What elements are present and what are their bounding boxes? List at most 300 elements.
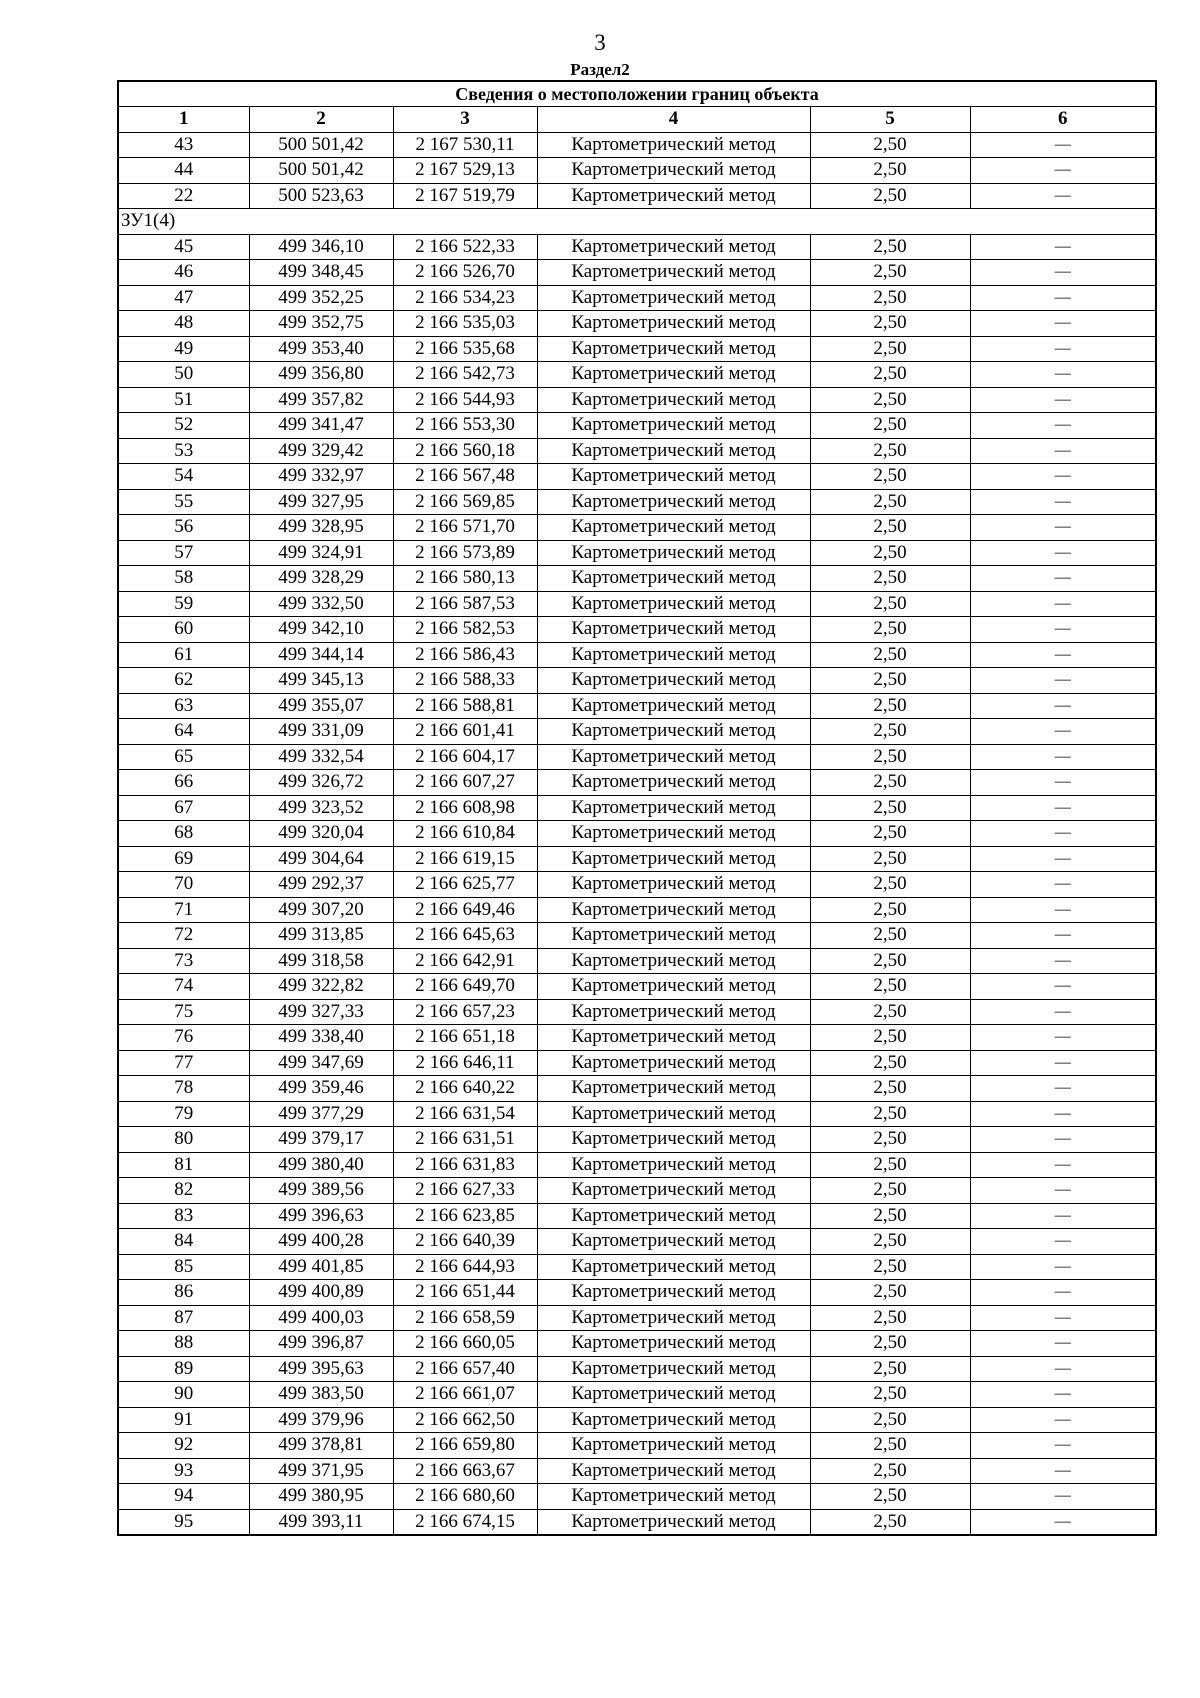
table-row [118, 438, 1156, 464]
point-number-cell: 55 [118, 489, 249, 515]
y-coordinate-cell: 2 166 640,22 [393, 1076, 537, 1102]
y-coordinate-cell: 2 166 674,15 [393, 1509, 537, 1535]
table-row [118, 770, 1156, 796]
table-row [118, 668, 1156, 694]
x-coordinate-cell: 499 353,40 [249, 336, 393, 362]
point-number-cell: 95 [118, 1509, 249, 1535]
y-coordinate-cell: 2 166 631,83 [393, 1152, 537, 1178]
method-cell: Картометрический метод [537, 923, 810, 949]
table-row [118, 744, 1156, 770]
x-coordinate-cell: 499 378,81 [249, 1433, 393, 1459]
method-cell: Картометрический метод [537, 311, 810, 337]
note-cell: — [970, 464, 1156, 490]
note-cell: — [970, 872, 1156, 898]
x-coordinate-cell: 499 400,28 [249, 1229, 393, 1255]
y-coordinate-cell: 2 166 567,48 [393, 464, 537, 490]
note-cell: — [970, 515, 1156, 541]
note-cell: — [970, 540, 1156, 566]
group-label: ЗУ1(4) [118, 209, 1156, 235]
point-number-cell: 90 [118, 1382, 249, 1408]
y-coordinate-cell: 2 166 601,41 [393, 719, 537, 745]
table-row [118, 1509, 1156, 1535]
table-row [118, 540, 1156, 566]
note-cell: — [970, 489, 1156, 515]
table-caption: Сведения о местоположении границ объекта [118, 81, 1156, 107]
method-cell: Картометрический метод [537, 515, 810, 541]
note-cell: — [970, 413, 1156, 439]
table-row [118, 846, 1156, 872]
method-cell: Картометрический метод [537, 1127, 810, 1153]
y-coordinate-cell: 2 166 644,93 [393, 1254, 537, 1280]
point-number-cell: 47 [118, 285, 249, 311]
note-cell: — [970, 897, 1156, 923]
point-number-cell: 85 [118, 1254, 249, 1280]
method-cell: Картометрический метод [537, 795, 810, 821]
method-cell: Картометрический метод [537, 362, 810, 388]
method-cell: Картометрический метод [537, 566, 810, 592]
x-coordinate-cell: 499 352,75 [249, 311, 393, 337]
method-cell: Картометрический метод [537, 1203, 810, 1229]
y-coordinate-cell: 2 166 625,77 [393, 872, 537, 898]
x-coordinate-cell: 499 396,87 [249, 1331, 393, 1357]
method-cell: Картометрический метод [537, 974, 810, 1000]
point-number-cell: 76 [118, 1025, 249, 1051]
accuracy-cell: 2,50 [810, 566, 970, 592]
point-number-cell: 60 [118, 617, 249, 643]
table-row [118, 387, 1156, 413]
column-number: 6 [970, 107, 1156, 133]
method-cell: Картометрический метод [537, 260, 810, 286]
accuracy-cell: 2,50 [810, 1407, 970, 1433]
note-cell: — [970, 387, 1156, 413]
note-cell: — [970, 795, 1156, 821]
accuracy-cell: 2,50 [810, 1127, 970, 1153]
point-number-cell: 75 [118, 999, 249, 1025]
method-cell: Картометрический метод [537, 948, 810, 974]
table-row [118, 489, 1156, 515]
accuracy-cell: 2,50 [810, 591, 970, 617]
method-cell: Картометрический метод [537, 591, 810, 617]
point-number-cell: 49 [118, 336, 249, 362]
table-row [118, 642, 1156, 668]
y-coordinate-cell: 2 166 631,54 [393, 1101, 537, 1127]
method-cell: Картометрический метод [537, 846, 810, 872]
x-coordinate-cell: 499 328,95 [249, 515, 393, 541]
point-number-cell: 86 [118, 1280, 249, 1306]
x-coordinate-cell: 499 318,58 [249, 948, 393, 974]
x-coordinate-cell: 499 359,46 [249, 1076, 393, 1102]
accuracy-cell: 2,50 [810, 1484, 970, 1510]
x-coordinate-cell: 499 400,03 [249, 1305, 393, 1331]
y-coordinate-cell: 2 166 663,67 [393, 1458, 537, 1484]
point-number-cell: 71 [118, 897, 249, 923]
note-cell: — [970, 1178, 1156, 1204]
note-cell: — [970, 923, 1156, 949]
table-row [118, 1025, 1156, 1051]
note-cell: — [970, 1254, 1156, 1280]
method-cell: Картометрический метод [537, 668, 810, 694]
table-row [118, 1127, 1156, 1153]
x-coordinate-cell: 499 348,45 [249, 260, 393, 286]
y-coordinate-cell: 2 166 645,63 [393, 923, 537, 949]
note-cell: — [970, 617, 1156, 643]
x-coordinate-cell: 499 393,11 [249, 1509, 393, 1535]
point-number-cell: 51 [118, 387, 249, 413]
accuracy-cell: 2,50 [810, 1382, 970, 1408]
y-coordinate-cell: 2 167 529,13 [393, 158, 537, 184]
y-coordinate-cell: 2 166 607,27 [393, 770, 537, 796]
y-coordinate-cell: 2 166 661,07 [393, 1382, 537, 1408]
method-cell: Картометрический метод [537, 1254, 810, 1280]
accuracy-cell: 2,50 [810, 999, 970, 1025]
accuracy-cell: 2,50 [810, 387, 970, 413]
y-coordinate-cell: 2 166 657,23 [393, 999, 537, 1025]
note-cell: — [970, 770, 1156, 796]
note-cell: — [970, 1076, 1156, 1102]
table-row [118, 1254, 1156, 1280]
table-row [118, 795, 1156, 821]
page-number: 3 [594, 30, 606, 55]
table-row [118, 158, 1156, 184]
table-row [118, 234, 1156, 260]
method-cell: Картометрический метод [537, 770, 810, 796]
method-cell: Картометрический метод [537, 285, 810, 311]
x-coordinate-cell: 499 323,52 [249, 795, 393, 821]
table-row [118, 1076, 1156, 1102]
table-row [118, 719, 1156, 745]
y-coordinate-cell: 2 166 627,33 [393, 1178, 537, 1204]
y-coordinate-cell: 2 166 649,70 [393, 974, 537, 1000]
x-coordinate-cell: 499 322,82 [249, 974, 393, 1000]
method-cell: Картометрический метод [537, 897, 810, 923]
point-number-cell: 87 [118, 1305, 249, 1331]
table-row [118, 872, 1156, 898]
accuracy-cell: 2,50 [810, 1178, 970, 1204]
table-row [118, 1407, 1156, 1433]
point-number-cell: 88 [118, 1331, 249, 1357]
y-coordinate-cell: 2 166 526,70 [393, 260, 537, 286]
x-coordinate-cell: 499 380,40 [249, 1152, 393, 1178]
x-coordinate-cell: 499 332,97 [249, 464, 393, 490]
method-cell: Картометрический метод [537, 132, 810, 158]
table-caption-row [118, 81, 1156, 107]
note-cell: — [970, 1407, 1156, 1433]
accuracy-cell: 2,50 [810, 948, 970, 974]
x-coordinate-cell: 499 396,63 [249, 1203, 393, 1229]
x-coordinate-cell: 499 352,25 [249, 285, 393, 311]
accuracy-cell: 2,50 [810, 974, 970, 1000]
table-row [118, 413, 1156, 439]
y-coordinate-cell: 2 166 659,80 [393, 1433, 537, 1459]
x-coordinate-cell: 499 379,17 [249, 1127, 393, 1153]
method-cell: Картометрический метод [537, 999, 810, 1025]
method-cell: Картометрический метод [537, 1305, 810, 1331]
point-number-cell: 89 [118, 1356, 249, 1382]
accuracy-cell: 2,50 [810, 1356, 970, 1382]
point-number-cell: 62 [118, 668, 249, 694]
accuracy-cell: 2,50 [810, 132, 970, 158]
point-number-cell: 74 [118, 974, 249, 1000]
accuracy-cell: 2,50 [810, 1254, 970, 1280]
accuracy-cell: 2,50 [810, 336, 970, 362]
y-coordinate-cell: 2 166 619,15 [393, 846, 537, 872]
method-cell: Картометрический метод [537, 1076, 810, 1102]
point-number-cell: 73 [118, 948, 249, 974]
y-coordinate-cell: 2 166 623,85 [393, 1203, 537, 1229]
x-coordinate-cell: 499 304,64 [249, 846, 393, 872]
accuracy-cell: 2,50 [810, 897, 970, 923]
section-title: Раздел2 [570, 60, 630, 79]
accuracy-cell: 2,50 [810, 1076, 970, 1102]
point-number-cell: 53 [118, 438, 249, 464]
method-cell: Картометрический метод [537, 1509, 810, 1535]
accuracy-cell: 2,50 [810, 923, 970, 949]
method-cell: Картометрический метод [537, 642, 810, 668]
note-cell: — [970, 1050, 1156, 1076]
note-cell: — [970, 1509, 1156, 1535]
point-number-cell: 79 [118, 1101, 249, 1127]
note-cell: — [970, 1356, 1156, 1382]
note-cell: — [970, 1484, 1156, 1510]
note-cell: — [970, 948, 1156, 974]
y-coordinate-cell: 2 166 651,44 [393, 1280, 537, 1306]
y-coordinate-cell: 2 166 535,03 [393, 311, 537, 337]
x-coordinate-cell: 499 338,40 [249, 1025, 393, 1051]
point-number-cell: 57 [118, 540, 249, 566]
x-coordinate-cell: 499 379,96 [249, 1407, 393, 1433]
table-row [118, 617, 1156, 643]
y-coordinate-cell: 2 166 640,39 [393, 1229, 537, 1255]
table-row [118, 260, 1156, 286]
method-cell: Картометрический метод [537, 1382, 810, 1408]
method-cell: Картометрический метод [537, 1458, 810, 1484]
x-coordinate-cell: 499 292,37 [249, 872, 393, 898]
table-row [118, 1280, 1156, 1306]
accuracy-cell: 2,50 [810, 489, 970, 515]
point-number-cell: 65 [118, 744, 249, 770]
accuracy-cell: 2,50 [810, 770, 970, 796]
table-row [118, 311, 1156, 337]
x-coordinate-cell: 499 332,54 [249, 744, 393, 770]
table-row [118, 336, 1156, 362]
accuracy-cell: 2,50 [810, 362, 970, 388]
y-coordinate-cell: 2 166 610,84 [393, 821, 537, 847]
point-number-cell: 63 [118, 693, 249, 719]
column-numbers-row [118, 107, 1156, 133]
y-coordinate-cell: 2 167 530,11 [393, 132, 537, 158]
table-row [118, 1178, 1156, 1204]
y-coordinate-cell: 2 166 642,91 [393, 948, 537, 974]
table-row [118, 285, 1156, 311]
point-number-cell: 43 [118, 132, 249, 158]
y-coordinate-cell: 2 166 580,13 [393, 566, 537, 592]
column-number: 5 [810, 107, 970, 133]
y-coordinate-cell: 2 166 587,53 [393, 591, 537, 617]
y-coordinate-cell: 2 166 573,89 [393, 540, 537, 566]
method-cell: Картометрический метод [537, 719, 810, 745]
accuracy-cell: 2,50 [810, 821, 970, 847]
table-row [118, 1101, 1156, 1127]
method-cell: Картометрический метод [537, 1331, 810, 1357]
x-coordinate-cell: 499 341,47 [249, 413, 393, 439]
table-row [118, 923, 1156, 949]
y-coordinate-cell: 2 166 604,17 [393, 744, 537, 770]
y-coordinate-cell: 2 166 631,51 [393, 1127, 537, 1153]
accuracy-cell: 2,50 [810, 1203, 970, 1229]
note-cell: — [970, 591, 1156, 617]
method-cell: Картометрический метод [537, 1178, 810, 1204]
note-cell: — [970, 311, 1156, 337]
accuracy-cell: 2,50 [810, 1433, 970, 1459]
accuracy-cell: 2,50 [810, 1458, 970, 1484]
table-row [118, 515, 1156, 541]
point-number-cell: 58 [118, 566, 249, 592]
y-coordinate-cell: 2 166 680,60 [393, 1484, 537, 1510]
point-number-cell: 83 [118, 1203, 249, 1229]
y-coordinate-cell: 2 166 582,53 [393, 617, 537, 643]
accuracy-cell: 2,50 [810, 260, 970, 286]
point-number-cell: 46 [118, 260, 249, 286]
note-cell: — [970, 642, 1156, 668]
y-coordinate-cell: 2 166 657,40 [393, 1356, 537, 1382]
accuracy-cell: 2,50 [810, 617, 970, 643]
x-coordinate-cell: 499 346,10 [249, 234, 393, 260]
note-cell: — [970, 336, 1156, 362]
y-coordinate-cell: 2 166 660,05 [393, 1331, 537, 1357]
x-coordinate-cell: 499 344,14 [249, 642, 393, 668]
point-number-cell: 82 [118, 1178, 249, 1204]
table-row [118, 693, 1156, 719]
table-row [118, 362, 1156, 388]
table-row [118, 1458, 1156, 1484]
point-number-cell: 48 [118, 311, 249, 337]
method-cell: Картометрический метод [537, 336, 810, 362]
accuracy-cell: 2,50 [810, 668, 970, 694]
table-row [118, 1050, 1156, 1076]
y-coordinate-cell: 2 166 571,70 [393, 515, 537, 541]
x-coordinate-cell: 499 401,85 [249, 1254, 393, 1280]
note-cell: — [970, 1152, 1156, 1178]
accuracy-cell: 2,50 [810, 311, 970, 337]
note-cell: — [970, 362, 1156, 388]
x-coordinate-cell: 499 326,72 [249, 770, 393, 796]
y-coordinate-cell: 2 166 569,85 [393, 489, 537, 515]
column-number: 4 [537, 107, 810, 133]
method-cell: Картометрический метод [537, 183, 810, 209]
x-coordinate-cell: 499 328,29 [249, 566, 393, 592]
note-cell: — [970, 1203, 1156, 1229]
x-coordinate-cell: 499 355,07 [249, 693, 393, 719]
column-number: 3 [393, 107, 537, 133]
column-number: 2 [249, 107, 393, 133]
x-coordinate-cell: 499 383,50 [249, 1382, 393, 1408]
accuracy-cell: 2,50 [810, 1152, 970, 1178]
x-coordinate-cell: 499 380,95 [249, 1484, 393, 1510]
x-coordinate-cell: 499 356,80 [249, 362, 393, 388]
note-cell: — [970, 1331, 1156, 1357]
y-coordinate-cell: 2 166 662,50 [393, 1407, 537, 1433]
table-row [118, 1382, 1156, 1408]
point-number-cell: 59 [118, 591, 249, 617]
method-cell: Картометрический метод [537, 413, 810, 439]
accuracy-cell: 2,50 [810, 693, 970, 719]
x-coordinate-cell: 500 501,42 [249, 158, 393, 184]
note-cell: — [970, 846, 1156, 872]
note-cell: — [970, 183, 1156, 209]
accuracy-cell: 2,50 [810, 1229, 970, 1255]
accuracy-cell: 2,50 [810, 1101, 970, 1127]
method-cell: Картометрический метод [537, 1356, 810, 1382]
point-number-cell: 93 [118, 1458, 249, 1484]
method-cell: Картометрический метод [537, 1025, 810, 1051]
note-cell: — [970, 1127, 1156, 1153]
point-number-cell: 92 [118, 1433, 249, 1459]
x-coordinate-cell: 499 347,69 [249, 1050, 393, 1076]
note-cell: — [970, 999, 1156, 1025]
x-coordinate-cell: 499 371,95 [249, 1458, 393, 1484]
column-number: 1 [118, 107, 249, 133]
y-coordinate-cell: 2 166 646,11 [393, 1050, 537, 1076]
method-cell: Картометрический метод [537, 617, 810, 643]
point-number-cell: 67 [118, 795, 249, 821]
table-row [118, 1331, 1156, 1357]
y-coordinate-cell: 2 166 588,81 [393, 693, 537, 719]
note-cell: — [970, 132, 1156, 158]
method-cell: Картометрический метод [537, 158, 810, 184]
x-coordinate-cell: 499 329,42 [249, 438, 393, 464]
table-row [118, 183, 1156, 209]
point-number-cell: 45 [118, 234, 249, 260]
x-coordinate-cell: 499 357,82 [249, 387, 393, 413]
accuracy-cell: 2,50 [810, 795, 970, 821]
accuracy-cell: 2,50 [810, 1280, 970, 1306]
table-row [118, 948, 1156, 974]
point-number-cell: 64 [118, 719, 249, 745]
note-cell: — [970, 693, 1156, 719]
x-coordinate-cell: 499 327,33 [249, 999, 393, 1025]
x-coordinate-cell: 499 324,91 [249, 540, 393, 566]
table-row [118, 566, 1156, 592]
y-coordinate-cell: 2 166 658,59 [393, 1305, 537, 1331]
point-number-cell: 50 [118, 362, 249, 388]
x-coordinate-cell: 499 345,13 [249, 668, 393, 694]
accuracy-cell: 2,50 [810, 413, 970, 439]
note-cell: — [970, 1101, 1156, 1127]
table-body [118, 81, 1156, 1535]
accuracy-cell: 2,50 [810, 1025, 970, 1051]
x-coordinate-cell: 499 342,10 [249, 617, 393, 643]
note-cell: — [970, 719, 1156, 745]
point-number-cell: 77 [118, 1050, 249, 1076]
note-cell: — [970, 744, 1156, 770]
note-cell: — [970, 821, 1156, 847]
note-cell: — [970, 566, 1156, 592]
accuracy-cell: 2,50 [810, 234, 970, 260]
accuracy-cell: 2,50 [810, 1331, 970, 1357]
method-cell: Картометрический метод [537, 1229, 810, 1255]
table-row [118, 1433, 1156, 1459]
note-cell: — [970, 1280, 1156, 1306]
method-cell: Картометрический метод [537, 1280, 810, 1306]
y-coordinate-cell: 2 166 522,33 [393, 234, 537, 260]
x-coordinate-cell: 499 327,95 [249, 489, 393, 515]
method-cell: Картометрический метод [537, 464, 810, 490]
y-coordinate-cell: 2 166 649,46 [393, 897, 537, 923]
accuracy-cell: 2,50 [810, 540, 970, 566]
table-row [118, 1152, 1156, 1178]
y-coordinate-cell: 2 166 534,23 [393, 285, 537, 311]
x-coordinate-cell: 499 307,20 [249, 897, 393, 923]
